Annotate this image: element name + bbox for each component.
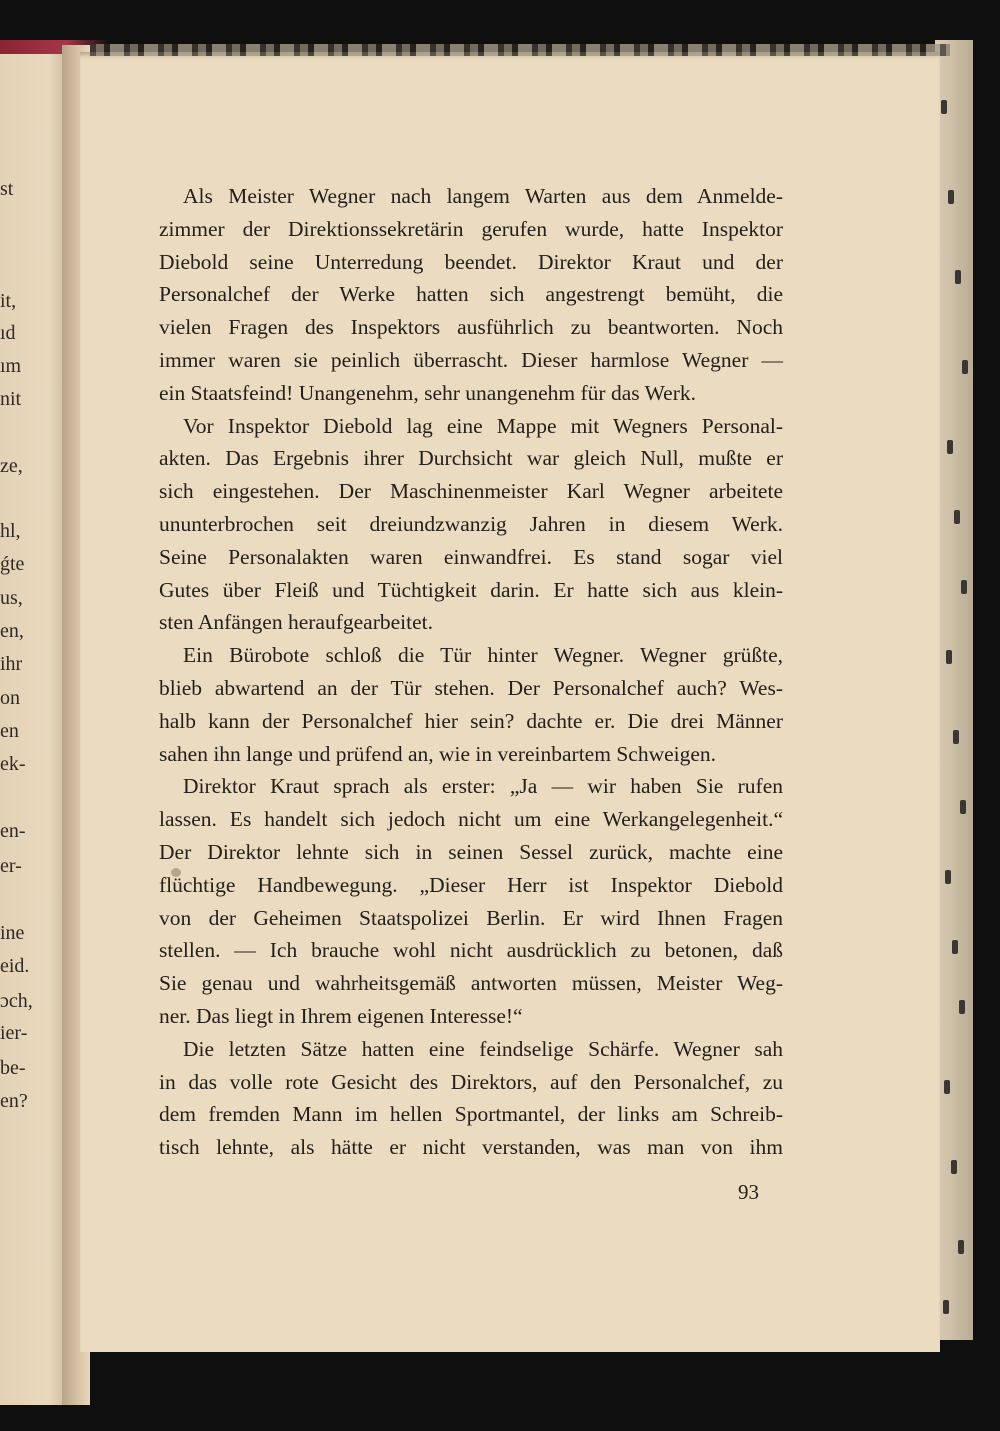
left-page-fragment: ze, <box>0 455 23 477</box>
edge-wear-mark <box>943 1300 949 1314</box>
edge-wear-mark <box>955 270 961 284</box>
page-top-wear <box>90 44 950 56</box>
left-page-fragment: ihr <box>0 653 23 675</box>
text-line: halb kann der Personalchef hier sein? dachte er. Die drei Männer <box>159 708 783 733</box>
left-page-fragment: on <box>0 687 20 709</box>
edge-wear-mark <box>962 360 968 374</box>
left-page-fragment: ek- <box>0 753 26 775</box>
left-page-fragment: ıd <box>0 322 16 344</box>
text-line: lassen. Es handelt sich jedoch nicht um eine Werkangelegenheit.“ <box>159 807 783 832</box>
left-page-fragment: en, <box>0 620 24 642</box>
text-line: Sie genau und wahrheitsgemäß antworten müssen, Meister Weg- <box>159 971 783 996</box>
text-line: Diebold seine Unterredung beendet. Direktor Kraut und der <box>159 249 783 274</box>
edge-wear-mark <box>946 650 952 664</box>
left-page-fragment: be- <box>0 1057 26 1079</box>
text-line: ununterbrochen seit dreiundzwanzig Jahren in diesem Werk. <box>159 511 783 536</box>
text-line: sten Anfängen heraufgearbeitet. <box>159 610 433 635</box>
text-line: dem fremden Mann im hellen Sportmantel, der links am Schreib- <box>159 1102 783 1127</box>
text-line: sich eingestehen. Der Maschinenmeister Karl Wegner arbeitete <box>159 479 783 504</box>
edge-wear-marks <box>935 40 973 1340</box>
left-page-fragment: us, <box>0 587 23 609</box>
text-line: zimmer der Direktionssekretärin gerufen wurde, hatte Inspektor <box>159 216 783 241</box>
edge-wear-mark <box>961 580 967 594</box>
edge-wear-mark <box>953 730 959 744</box>
edge-wear-mark <box>951 1160 957 1174</box>
edge-wear-mark <box>947 440 953 454</box>
text-line: von der Geheimen Staatspolizei Berlin. Er wird Ihnen Fragen <box>159 905 783 930</box>
text-line: Die letzten Sätze hatten eine feindselige Schärfe. Wegner sah <box>183 1036 783 1061</box>
text-line: Gutes über Fleiß und Tüchtigkeit darin. Er hatte sich aus klein- <box>159 577 783 602</box>
edge-wear-mark <box>959 1000 965 1014</box>
text-line: ner. Das liegt in Ihrem eigenen Interesse!“ <box>159 1003 523 1028</box>
left-page-fragment: ǵte <box>0 553 25 575</box>
text-line: in das volle rote Gesicht des Direktors, auf den Personalchef, zu <box>159 1069 783 1094</box>
edge-wear-mark <box>952 940 958 954</box>
text-line: Ein Bürobote schloß die Tür hinter Wegner. Wegner grüßte, <box>183 643 783 668</box>
edge-wear-mark <box>945 870 951 884</box>
text-line: Personalchef der Werke hatten sich angestrengt bemüht, die <box>159 282 783 307</box>
body-text <box>159 180 783 1164</box>
text-line: Seine Personalakten waren einwandfrei. Es stand sogar viel <box>159 544 783 569</box>
left-page-fragment: ɔch, <box>0 990 33 1012</box>
edge-wear-mark <box>948 190 954 204</box>
page-stack-edge <box>935 40 973 1340</box>
text-line: stellen. — Ich brauche wohl nicht ausdrücklich zu betonen, daß <box>159 938 783 963</box>
text-line: ein Staatsfeind! Unangenehm, sehr unangenehm für das Werk. <box>159 380 696 405</box>
left-page-fragment: eid. <box>0 955 30 977</box>
left-page-fragment: ier- <box>0 1022 28 1044</box>
edge-wear-mark <box>960 800 966 814</box>
page-number: 93 <box>738 1180 759 1204</box>
left-page-fragment: en? <box>0 1090 28 1112</box>
text-line: immer waren sie peinlich überrascht. Dieser harmlose Wegner — <box>159 347 783 372</box>
left-page-fragment: en- <box>0 820 26 842</box>
text-line: blieb abwartend an der Tür stehen. Der Personalchef auch? Wes- <box>159 675 783 700</box>
left-page-fragment: it, <box>0 290 17 312</box>
edge-wear-mark <box>941 100 947 114</box>
left-page-fragment: ine <box>0 922 25 944</box>
text-line: Direktor Kraut sprach als erster: „Ja — wir haben Sie rufen <box>183 774 783 799</box>
text-line: sahen ihn lange und prüfend an, wie in vereinbartem Schweigen. <box>159 741 717 766</box>
text-line: flüchtige Handbewegung. „Dieser Herr ist Inspektor Diebold <box>159 872 783 897</box>
text-line: Der Direktor lehnte sich in seinen Sessel zurück, machte eine <box>159 839 783 864</box>
edge-wear-mark <box>944 1080 950 1094</box>
left-page-fragment: en <box>0 720 19 742</box>
text-line: akten. Das Ergebnis ihrer Durchsicht war gleich Null, mußte er <box>159 446 783 471</box>
text-line: Vor Inspektor Diebold lag eine Mappe mit Wegners Personal- <box>183 413 783 438</box>
left-page-fragment: er- <box>0 855 22 877</box>
left-page-fragment: ım <box>0 355 22 377</box>
text-line: vielen Fragen des Inspektors ausführlich zu beantworten. Noch <box>159 315 783 340</box>
left-page-fragment: hl, <box>0 520 21 542</box>
edge-wear-mark <box>954 510 960 524</box>
edge-wear-mark <box>958 1240 964 1254</box>
left-page-fragment: nit <box>0 388 22 410</box>
text-line: tisch lehnte, als hätte er nicht verstanden, was man von ihm <box>159 1135 783 1160</box>
left-page-fragment: st <box>0 178 14 200</box>
left-page-text-fragments <box>0 0 60 1431</box>
text-line: Als Meister Wegner nach langem Warten aus dem Anmelde- <box>183 184 783 208</box>
